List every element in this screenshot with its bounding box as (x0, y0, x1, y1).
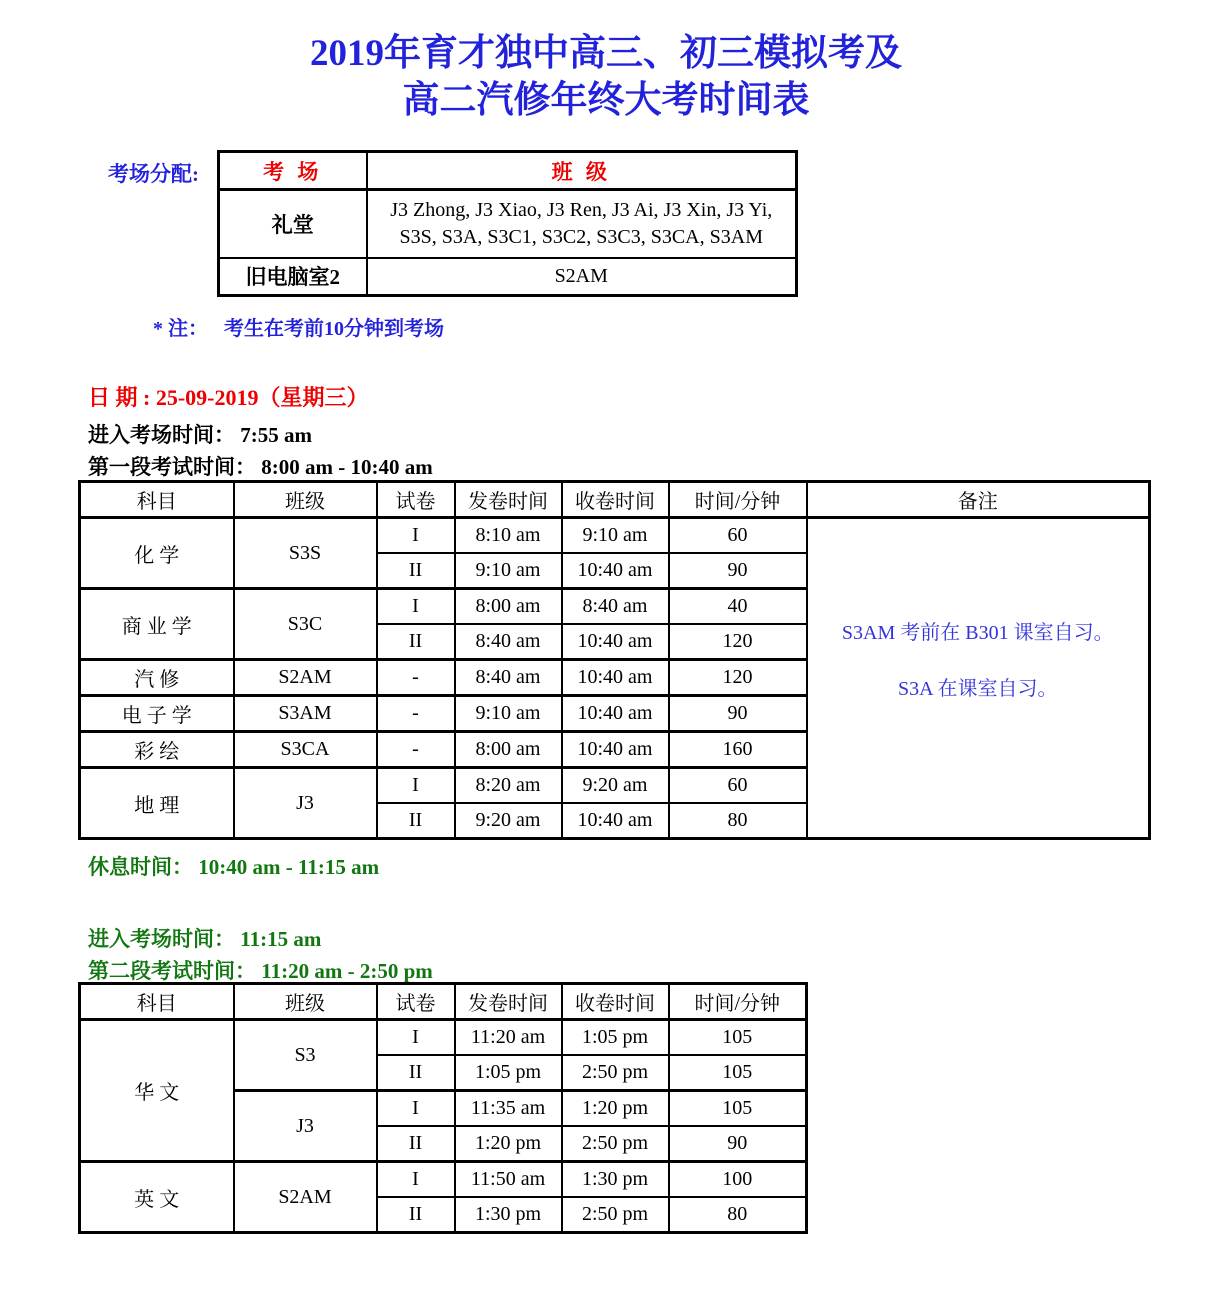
subject-cell: 化 学 (80, 518, 234, 589)
room-name-cell: 礼堂 (219, 190, 367, 258)
class-cell: S2AM (234, 1162, 377, 1233)
page-title-line2: 高二汽修年终大考时间表 (402, 80, 810, 121)
class-column-header: 班级 (234, 984, 377, 1020)
room-allocation-table (217, 150, 798, 297)
class-cell: S3AM (234, 696, 377, 732)
room-column-header: 考 场 (219, 152, 367, 190)
start-time-cell: 11:35 am (455, 1091, 562, 1127)
minutes-cell: 80 (669, 803, 807, 839)
start-time-cell: 11:20 am (455, 1020, 562, 1056)
minutes-column-header: 时间/分钟 (669, 482, 807, 518)
paper-cell: II (377, 1055, 455, 1091)
subject-cell: 华 文 (80, 1020, 234, 1162)
start-time-cell: 9:10 am (455, 553, 562, 589)
minutes-cell: 160 (669, 732, 807, 768)
class-cell: S3S (234, 518, 377, 589)
start-time-column-header: 发卷时间 (455, 984, 562, 1020)
end-time-cell: 2:50 pm (562, 1197, 669, 1233)
minutes-cell: 40 (669, 589, 807, 625)
end-time-column-header: 收卷时间 (562, 482, 669, 518)
exam-date-line (88, 381, 369, 412)
paper-cell: I (377, 1020, 455, 1056)
period-label: 第二段考试时间： (88, 959, 256, 983)
table-row (80, 518, 1150, 554)
paper-column-header: 试卷 (377, 482, 455, 518)
end-time-cell: 8:40 am (562, 589, 669, 625)
remark-cell (807, 518, 1150, 839)
session1-exam-table (78, 480, 1151, 840)
minutes-cell: 90 (669, 553, 807, 589)
minutes-cell: 105 (669, 1091, 807, 1127)
start-time-cell: 8:40 am (455, 660, 562, 696)
page-title (0, 30, 1212, 124)
minutes-cell: 90 (669, 1126, 807, 1162)
note-label: * 注： (153, 318, 208, 340)
start-time-cell: 8:00 am (455, 732, 562, 768)
table-row (80, 1162, 807, 1198)
exam-table-header-row (80, 482, 1150, 518)
page-title-line1: 2019年育才独中高三、初三模拟考及 (310, 33, 902, 74)
class-cell: S3C (234, 589, 377, 660)
exam-note (153, 312, 444, 341)
class-list-line2: S3S, S3A, S3C1, S3C2, S3C3, S3CA, S3AM (399, 225, 763, 248)
class-column-header: 班 级 (367, 152, 797, 190)
minutes-cell: 120 (669, 624, 807, 660)
end-time-cell: 10:40 am (562, 803, 669, 839)
subject-cell: 彩 绘 (80, 732, 234, 768)
start-time-cell: 9:20 am (455, 803, 562, 839)
class-list-line1: J3 Zhong, J3 Xiao, J3 Ren, J3 Ai, J3 Xin, J3 Yi, (390, 198, 773, 221)
start-time-cell: 1:05 pm (455, 1055, 562, 1091)
minutes-column-header: 时间/分钟 (669, 984, 807, 1020)
subject-cell: 英 文 (80, 1162, 234, 1233)
end-time-cell: 10:40 am (562, 696, 669, 732)
minutes-cell: 105 (669, 1020, 807, 1056)
session2-entry-time-line (88, 923, 321, 953)
class-list-cell (367, 190, 797, 258)
date-value: : 25-09-2019（星期三） (143, 385, 369, 410)
paper-cell: - (377, 696, 455, 732)
minutes-cell: 100 (669, 1162, 807, 1198)
session2-period-line (88, 955, 433, 985)
room-allocation-label: 考场分配: (108, 162, 199, 186)
table-row (80, 1020, 807, 1056)
start-time-cell: 11:50 am (455, 1162, 562, 1198)
end-time-cell: 10:40 am (562, 732, 669, 768)
break-label: 休息时间： (88, 855, 193, 879)
subject-cell: 电 子 学 (80, 696, 234, 732)
break-time-line (88, 851, 379, 881)
minutes-cell: 60 (669, 768, 807, 804)
date-label: 日 期 (88, 385, 138, 410)
class-list-cell: S2AM (367, 258, 797, 296)
exam-table-header-row (80, 984, 807, 1020)
start-time-column-header: 发卷时间 (455, 482, 562, 518)
room-table-header-row (219, 152, 797, 190)
paper-cell: I (377, 589, 455, 625)
start-time-cell: 9:10 am (455, 696, 562, 732)
period-value: 11:20 am - 2:50 pm (261, 959, 433, 983)
session2-exam-table (78, 982, 808, 1234)
end-time-cell: 1:20 pm (562, 1091, 669, 1127)
end-time-cell: 2:50 pm (562, 1126, 669, 1162)
period-value: 8:00 am - 10:40 am (261, 455, 433, 479)
table-row (219, 258, 797, 296)
end-time-cell: 10:40 am (562, 553, 669, 589)
end-time-cell: 2:50 pm (562, 1055, 669, 1091)
note-text: 考生在考前10分钟到考场 (224, 318, 444, 340)
end-time-column-header: 收卷时间 (562, 984, 669, 1020)
subject-cell: 汽 修 (80, 660, 234, 696)
paper-column-header: 试卷 (377, 984, 455, 1020)
subject-column-header: 科目 (80, 984, 234, 1020)
minutes-cell: 120 (669, 660, 807, 696)
paper-cell: II (377, 624, 455, 660)
class-cell: S3CA (234, 732, 377, 768)
entry-time-value: 11:15 am (240, 927, 322, 951)
paper-cell: - (377, 732, 455, 768)
subject-column-header: 科目 (80, 482, 234, 518)
start-time-cell: 8:10 am (455, 518, 562, 554)
remark-line: S3A 在课室自习。 (898, 678, 1058, 700)
remark-line: S3AM 考前在 B301 课室自习。 (841, 622, 1114, 644)
period-label: 第一段考试时间： (88, 455, 256, 479)
class-column-header: 班级 (234, 482, 377, 518)
session1-entry-time-line (88, 419, 312, 449)
start-time-cell: 8:40 am (455, 624, 562, 660)
entry-time-label: 进入考场时间： (88, 423, 235, 447)
class-cell: S2AM (234, 660, 377, 696)
paper-cell: II (377, 1197, 455, 1233)
class-cell: J3 (234, 768, 377, 839)
subject-cell: 商 业 学 (80, 589, 234, 660)
start-time-cell: 8:00 am (455, 589, 562, 625)
session1-period-line (88, 451, 433, 481)
end-time-cell: 10:40 am (562, 624, 669, 660)
paper-cell: II (377, 1126, 455, 1162)
start-time-cell: 1:20 pm (455, 1126, 562, 1162)
paper-cell: II (377, 553, 455, 589)
class-cell: S3 (234, 1020, 377, 1091)
end-time-cell: 9:10 am (562, 518, 669, 554)
end-time-cell: 1:05 pm (562, 1020, 669, 1056)
entry-time-value: 7:55 am (240, 423, 312, 447)
paper-cell: II (377, 803, 455, 839)
paper-cell: I (377, 768, 455, 804)
class-cell: J3 (234, 1091, 377, 1162)
room-name-cell: 旧电脑室2 (219, 258, 367, 296)
start-time-cell: 1:30 pm (455, 1197, 562, 1233)
end-time-cell: 1:30 pm (562, 1162, 669, 1198)
paper-cell: I (377, 1091, 455, 1127)
subject-cell: 地 理 (80, 768, 234, 839)
paper-cell: - (377, 660, 455, 696)
remark-column-header: 备注 (807, 482, 1150, 518)
paper-cell: I (377, 1162, 455, 1198)
minutes-cell: 80 (669, 1197, 807, 1233)
minutes-cell: 105 (669, 1055, 807, 1091)
start-time-cell: 8:20 am (455, 768, 562, 804)
end-time-cell: 10:40 am (562, 660, 669, 696)
minutes-cell: 90 (669, 696, 807, 732)
table-row (219, 190, 797, 258)
paper-cell: I (377, 518, 455, 554)
entry-time-label: 进入考场时间： (88, 927, 235, 951)
minutes-cell: 60 (669, 518, 807, 554)
break-value: 10:40 am - 11:15 am (198, 855, 380, 879)
end-time-cell: 9:20 am (562, 768, 669, 804)
